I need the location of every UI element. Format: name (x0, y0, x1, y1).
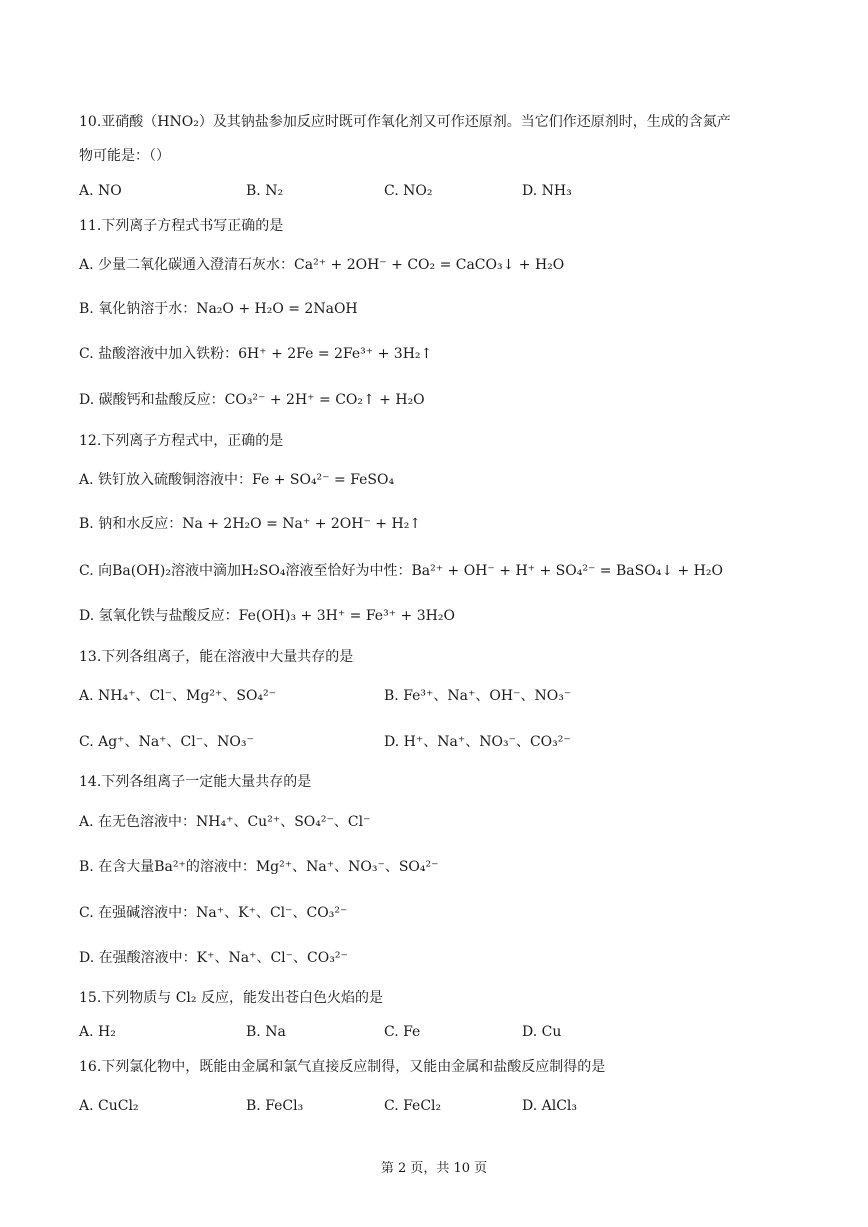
q11-option-d: D. 碳酸钙和盐酸反应：CO₃²⁻ + 2H⁺ = CO₂↑ + H₂O (79, 392, 425, 408)
q14-option-a: A. 在无色溶液中：NH₄⁺、Cu²⁺、SO₄²⁻、Cl⁻ (79, 814, 371, 830)
q10-option-b: B. N₂ (246, 183, 284, 199)
q13-option-a: A. NH₄⁺、Cl⁻、Mg²⁺、SO₄²⁻ (79, 688, 277, 704)
q16-stem: 16.下列氯化物中，既能由金属和氯气直接反应制得，又能由金属和盐酸反应制得的是 (79, 1059, 606, 1075)
q14-option-d: D. 在强酸溶液中：K⁺、Na⁺、Cl⁻、CO₃²⁻ (79, 950, 348, 966)
q15-option-c: C. Fe (384, 1024, 421, 1040)
q11-option-a: A. 少量二氧化碳通入澄清石灰水：Ca²⁺ + 2OH⁻ + CO₂ = CaCO₃↓ + H₂O (79, 257, 565, 273)
q15-option-d: D. Cu (522, 1024, 562, 1040)
q12-option-b: B. 钠和水反应：Na + 2H₂O = Na⁺ + 2OH⁻ + H₂↑ (79, 516, 422, 532)
page-footer: 第 2 页，共 10 页 (380, 1161, 488, 1176)
q15-option-b: B. Na (246, 1024, 286, 1040)
q12-stem: 12.下列离子方程式中，正确的是 (79, 433, 284, 449)
q16-option-d: D. AlCl₃ (522, 1098, 578, 1114)
q12-option-c: C. 向Ba(OH)₂溶液中滴加H₂SO₄溶液至恰好为中性：Ba²⁺ + OH⁻ + H⁺ + SO₄²⁻ = BaSO₄↓ + H₂O (79, 563, 723, 579)
q14-option-b: B. 在含大量Ba²⁺的溶液中：Mg²⁺、Na⁺、NO₃⁻、SO₄²⁻ (79, 859, 439, 875)
q10-stem-line2: 物可能是：（） (79, 148, 170, 164)
q10-option-c: C. NO₂ (384, 183, 433, 199)
q14-option-c: C. 在强碱溶液中：Na⁺、K⁺、Cl⁻、CO₃²⁻ (79, 905, 348, 921)
q13-option-b: B. Fe³⁺、Na⁺、OH⁻、NO₃⁻ (384, 688, 572, 704)
q16-option-c: C. FeCl₂ (384, 1098, 442, 1114)
q14-stem: 14.下列各组离子一定能大量共存的是 (79, 774, 312, 790)
q16-option-a: A. CuCl₂ (79, 1098, 139, 1114)
q13-stem: 13.下列各组离子，能在溶液中大量共存的是 (79, 649, 354, 665)
q13-option-c: C. Ag⁺、Na⁺、Cl⁻、NO₃⁻ (79, 734, 254, 750)
q11-option-c: C. 盐酸溶液中加入铁粉：6H⁺ + 2Fe = 2Fe³⁺ + 3H₂↑ (79, 346, 433, 362)
q10-option-d: D. NH₃ (522, 183, 572, 199)
q12-option-a: A. 铁钉放入硫酸铜溶液中：Fe + SO₄²⁻ = FeSO₄ (79, 472, 395, 488)
q13-option-d: D. H⁺、Na⁺、NO₃⁻、CO₃²⁻ (384, 734, 571, 750)
q16-option-b: B. FeCl₃ (246, 1098, 304, 1114)
q15-stem: 15.下列物质与 Cl₂ 反应，能发出苍白色火焰的是 (79, 990, 383, 1006)
q11-option-b: B. 氧化钠溶于水：Na₂O + H₂O = 2NaOH (79, 301, 358, 317)
q15-option-a: A. H₂ (79, 1024, 116, 1040)
q10-option-a: A. NO (79, 183, 122, 199)
q12-option-d: D. 氢氧化铁与盐酸反应：Fe(OH)₃ + 3H⁺ = Fe³⁺ + 3H₂O (79, 608, 455, 624)
q11-stem: 11.下列离子方程式书写正确的是 (79, 218, 284, 234)
q10-stem-line1: 10.亚硝酸（HNO₂）及其钠盐参加反应时既可作氧化剂又可作还原剂。当它们作还原剂时，生成的含氮产 (79, 114, 731, 130)
